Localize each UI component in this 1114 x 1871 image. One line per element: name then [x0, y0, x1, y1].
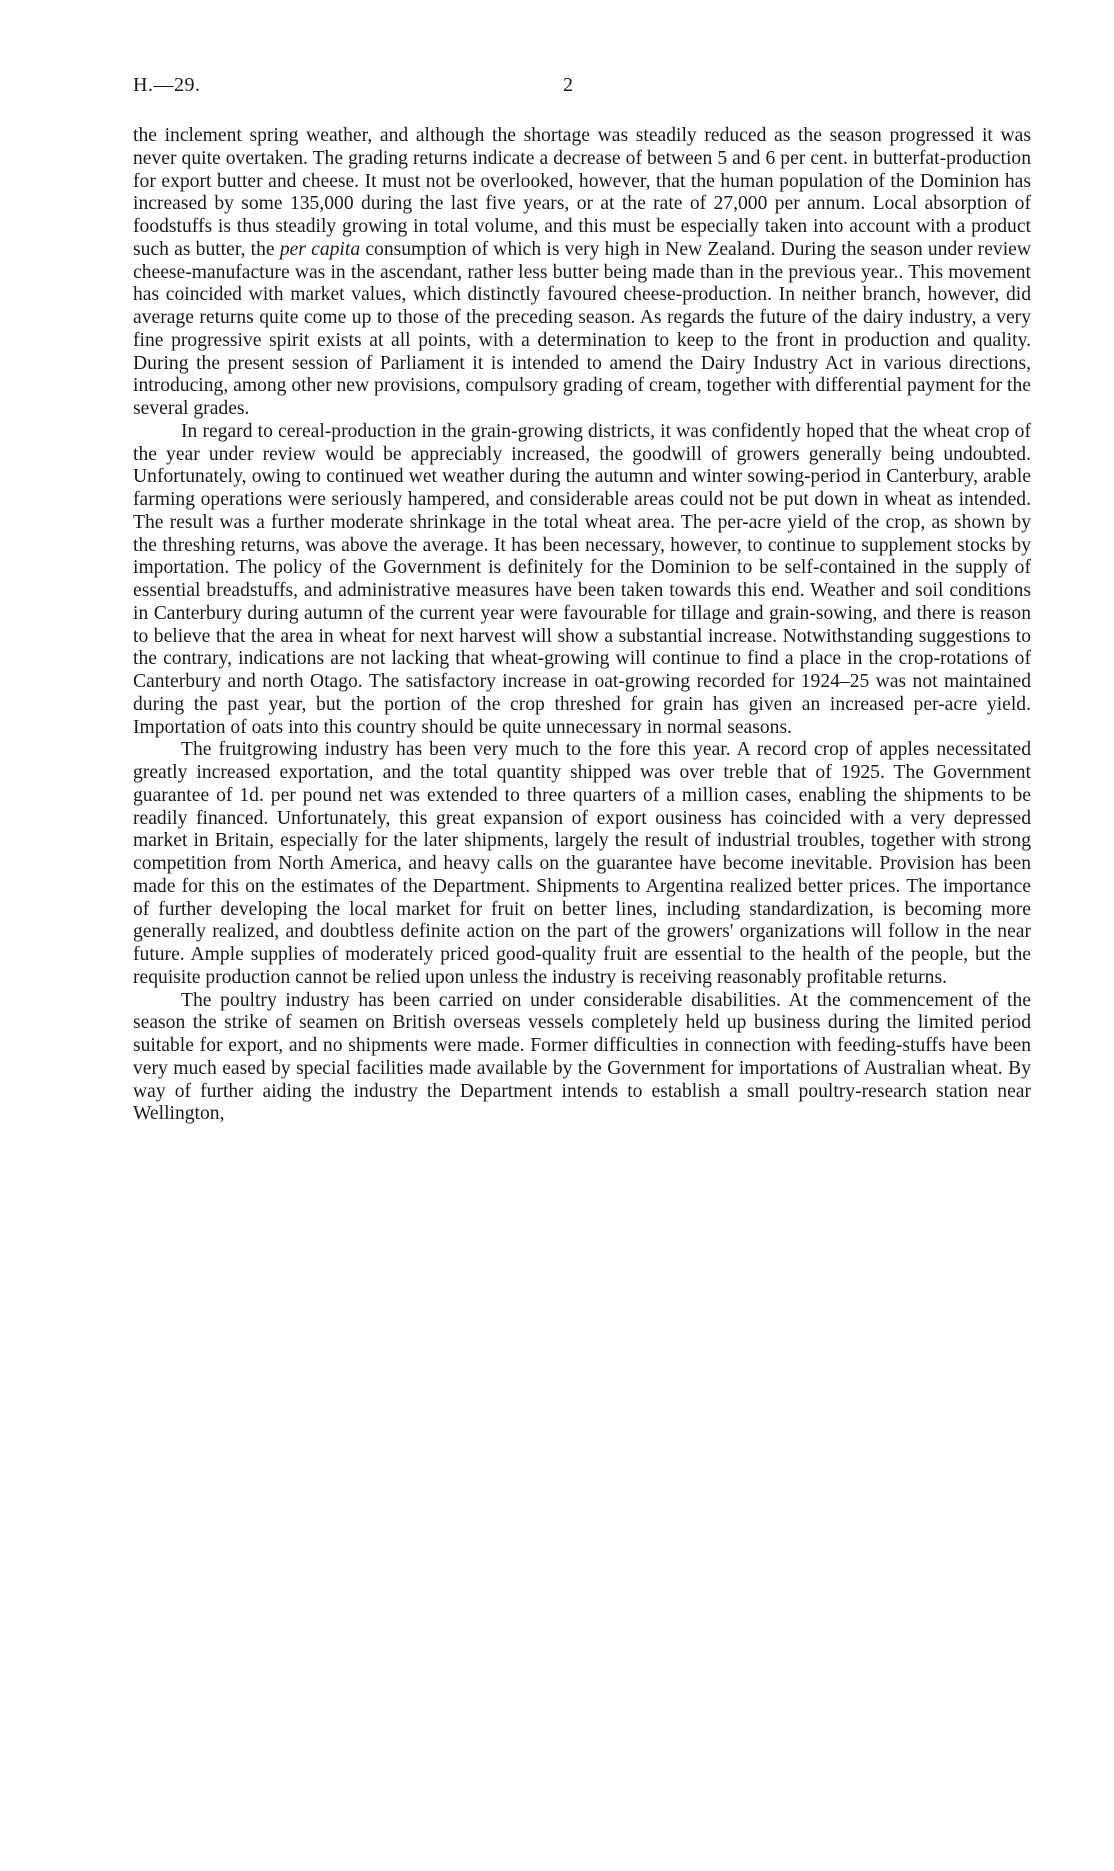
paragraph-fruitgrowing: The fruitgrowing industry has been very much to the fore this year. A record crop of apples necessitated greatly increased exportation, and the total quantity shipped was over treble that of 1925. The Government guarantee of 1d. per pound net was extended to three quarters of a million cases, enabling the shipments to be readily financed. Unfortunately, this great expansion of export ousiness has coincided with a very depressed market in Britain, especially for the later shipments, largely the result of industrial troubles, together with strong competition from North America, and heavy calls on the guarantee have become inevitable. Provision has been made for this on the estimates of the Department. Shipments to Argentina realized better prices. The importance of further developing the local market for fruit on better lines, including standardization, is becoming more generally realized, and doubtless definite action on the part of the growers' organizations will follow in the near future. Ample supplies of moderately priced good-quality fruit are essential to the health of the people, but the requisite production cannot be relied upon unless the industry is receiving reasonably profitable returns. [133, 739, 1031, 988]
paragraph-cereal: In regard to cereal-production in the grain-growing districts, it was confidently hoped that the wheat crop of the year under review would be appreciably increased, the goodwill of growers generally being undoubted. Unfortunately, owing to continued wet weather during the autumn and winter sowing-period in Canterbury, arable farming operations were seriously hampered, and considerable areas could not be put down in wheat as intended. The result was a further moderate shrinkage in the total wheat area. The per-acre yield of the crop, as shown by the threshing returns, was above the average. It has been necessary, however, to continue to supplement stocks by importation. The policy of the Government is definitely for the Dominion to be self-contained in the supply of essential breadstuffs, and administrative measures have been taken towards this end. Weather and soil conditions in Canterbury during autumn of the current year were favourable for tillage and grain-sowing, and there is reason to believe that the area in wheat for next harvest will show a substantial increase. Notwithstanding suggestions to the contrary, indications are not lacking that wheat-growing will continue to find a place in the crop-rotations of Canterbury and north Otago. The satisfactory increase in oat-growing recorded for 1924–25 was not maintained during the past year, but the portion of the crop threshed for grain has given an increased per-acre yield. Importation of oats into this country should be quite unnecessary in normal seasons. [133, 420, 1031, 738]
body-text [133, 125, 1031, 1126]
paragraph-poultry: The poultry industry has been carried on under considerable disabilities. At the commencement of the season the strike of seamen on British overseas vessels completely held up business during the limited period suitable for export, and no shipments were made. Former difficulties in connection with feeding-stuffs have been very much eased by special facilities made available by the Government for importations of Australian wheat. By way of further aiding the industry the Department intends to establish a small poultry-research station near Wellington, [133, 989, 1031, 1125]
paragraph-dairy [133, 125, 1031, 421]
page-header [133, 74, 1031, 100]
per-capita-italic: per capita [279, 238, 361, 260]
page-number: 2 [563, 74, 573, 96]
paragraph-dairy-part-1: the inclement spring weather, and although the shortage was steadily reduced as the season progressed it was never quite overtaken. The grading returns indicate a decrease of between 5 and 6 per cent. in butterfat-production for export butter and cheese. It must not be overlooked, however, that the human population of the Dominion has increased by some 135,000 during the last five years, or at the rate of 27,000 per annum. Local absorption of foodstuffs is thus steadily growing in total volume, and this must be especially taken into account with a product such as butter, the [133, 125, 1031, 260]
document-reference: H.—29. [133, 74, 201, 96]
paragraph-dairy-part-2: consumption of which is very high in New Zealand. During the season under review cheese-manufacture was in the ascendant, rather less butter being made than in the previous year.. This movement has coincided with market values, which distinctly favoured cheese-production. In neither branch, however, did average returns quite come up to those of the preceding season. As regards the future of the dairy industry, a very fine progressive spirit exists at all points, with a determination to keep to the front in production and quality. During the present session of Parliament it is intended to amend the Dairy Industry Act in various directions, introducing, among other new provisions, compulsory grading of cream, together with differential payment for the several grades. [133, 238, 1031, 419]
